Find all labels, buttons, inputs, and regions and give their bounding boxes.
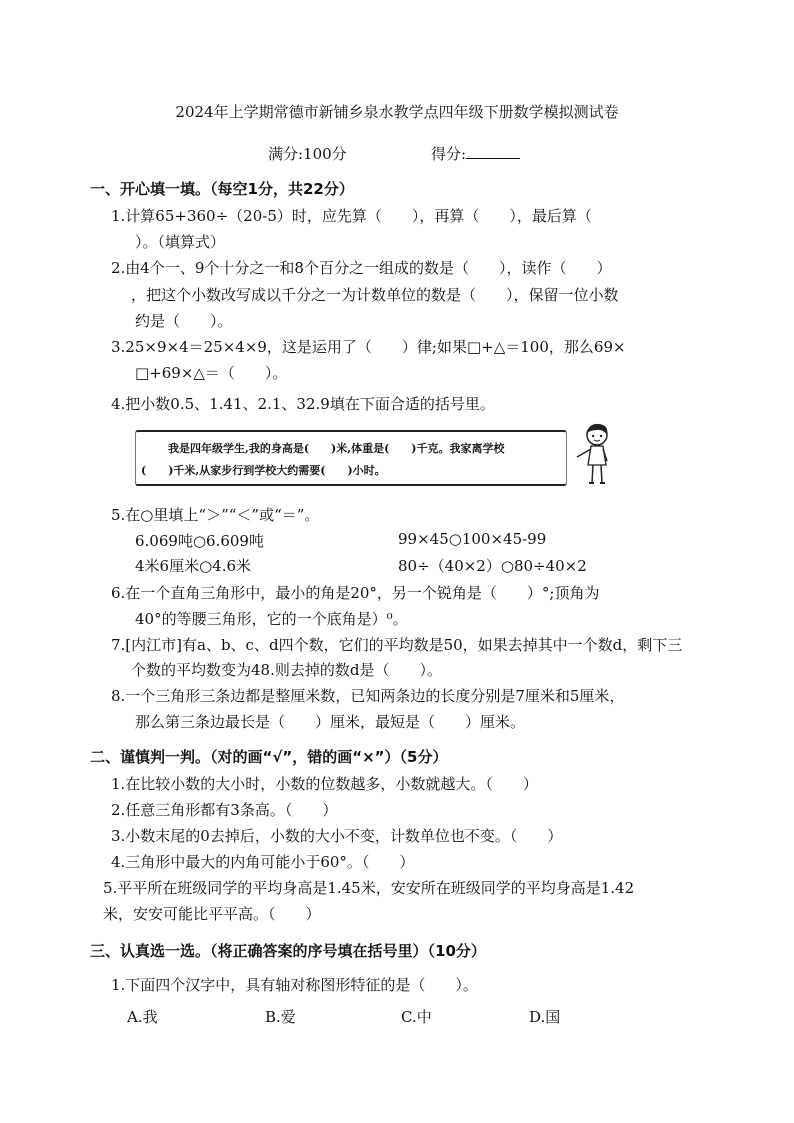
judge-item-5-line-2: 米，安安可能比平平高。（ ） — [103, 905, 321, 923]
score-blank[interactable] — [466, 143, 520, 159]
q5-item-2: 99×45○100×45-99 — [398, 530, 547, 548]
q7-line-1: 7.[内江市]有a、b、c、d四个数，它们的平均数是50，如果去掉其中一个数d，剩下三 — [111, 636, 683, 654]
q8-line-2: 那么第三条边最长是（ ）厘米，最短是（ ）厘米。 — [135, 713, 526, 731]
girl-illustration — [563, 421, 615, 489]
q4-text: 4.把小数0.5、1.41、2.1、32.9填在下面合适的括号里。 — [111, 395, 495, 413]
option-c: C.中 — [401, 1008, 432, 1026]
option-b: B.爱 — [265, 1008, 296, 1026]
option-d: D.国 — [529, 1008, 561, 1026]
q5-item-3: 4米6厘米○4.6米 — [135, 557, 252, 575]
section-3-heading: 三、认真选一选。（将正确答案的序号填在括号里）（10分） — [90, 942, 486, 960]
q7-line-2: 个数的平均数变为48.则去掉的数d是（ ）。 — [131, 661, 442, 679]
full-score: 满分:100分 — [268, 145, 347, 163]
section-2-heading: 二、谨慎判一判。（对的画“√”，错的画“×”）（5分） — [90, 748, 448, 766]
judge-item-5-line-1: 5.平平所在班级同学的平均身高是1.45米，安安所在班级同学的平均身高是1.42 — [103, 879, 635, 897]
q8-line-1: 8.一个三角形三条边都是整厘米数，已知两条边的长度分别是7厘米和5厘米， — [111, 687, 625, 705]
q5-item-1: 6.069吨○6.609吨 — [135, 532, 264, 550]
judge-item-1: 1.在比较小数的大小时，小数的位数越多，小数就越大。（ ） — [111, 775, 538, 793]
q1-line-2: ）。（填算式） — [135, 233, 226, 251]
q6-line-1: 6.在一个直角三角形中，最小的角是20°，另一个锐角是（ ）°;顶角为 — [111, 584, 600, 602]
judge-item-3: 3.小数末尾的0去掉后，小数的大小不变，计数单位也不变。（ ） — [111, 827, 563, 845]
q6-line-2: 40°的等腰三角形，它的一个底角是）⁰。 — [135, 610, 408, 628]
score-label: 得分: — [431, 145, 467, 163]
q4-note-line-2: ( )千米,从家步行到学校大约需要( )小时。 — [141, 464, 386, 477]
q3-line-1: 3.25×9×4＝25×4×9，这是运用了（ ）律;如果□+△＝100，那么69× — [111, 338, 626, 356]
option-a: A.我 — [127, 1008, 158, 1026]
q2-line-3: 约是（ ）。 — [135, 312, 233, 330]
page-title: 2024年上学期常德市新铺乡泉水教学点四年级下册数学模拟测试卷 — [175, 103, 619, 121]
q5-item-4: 80÷（40×2）○80÷40×2 — [398, 557, 587, 575]
section-1-heading: 一、开心填一填。（每空1分，共22分） — [90, 180, 354, 198]
q4-note-line-1: 我是四年级学生,我的身高是( )米,体重是( )千克。我家离学校 — [168, 442, 505, 455]
q2-line-1: 2.由4个一、9个十分之一和8个百分之一组成的数是（ ），读作（ ） — [111, 259, 612, 277]
q1-line-1: 1.计算65+360÷（20-5）时，应先算（ ），再算（ ），最后算（ — [111, 207, 592, 225]
choice-q1: 1.下面四个汉字中，具有轴对称图形特征的是（ ）。 — [111, 976, 478, 994]
q5-text: 5.在○里填上“＞”“＜”或“＝”。 — [111, 506, 320, 524]
q2-line-2: ，把这个小数改写成以千分之一为计数单位的数是（ ），保留一位小数 — [131, 286, 619, 304]
score-field — [431, 143, 520, 164]
q3-line-2: □+69×△＝（ ）。 — [135, 364, 288, 382]
judge-item-4: 4.三角形中最大的内角可能小于60°。（ ） — [111, 853, 415, 871]
judge-item-2: 2.任意三角形都有3条高。（ ） — [111, 801, 338, 819]
